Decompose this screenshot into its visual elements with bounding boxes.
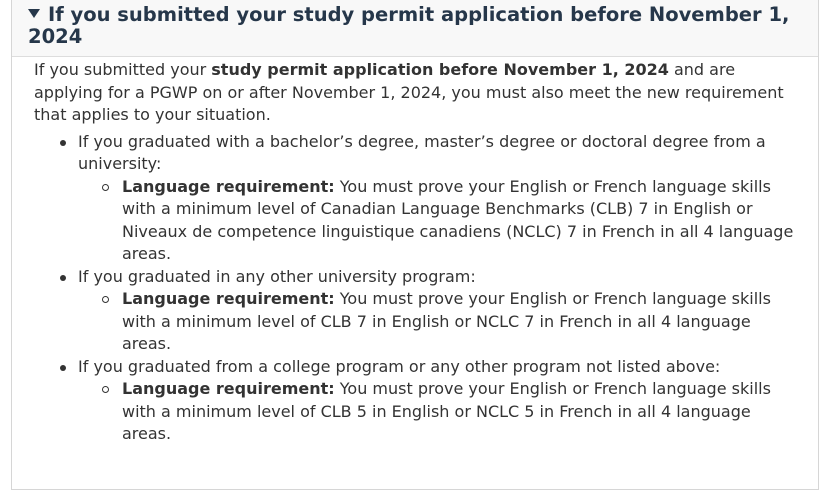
list-item: [58, 131, 800, 266]
caret-down-icon: [28, 9, 40, 18]
requirement-text: You must prove your English or French language skills with a minimum level of CLB 5 in English or NCLC 5 in French in all 4 language areas.: [122, 379, 771, 443]
bullet-icon: [60, 365, 66, 371]
list-item: [58, 356, 800, 446]
list-item: [58, 266, 800, 356]
expandable-section: [11, 0, 819, 490]
sub-list-item: [102, 288, 800, 356]
intro-paragraph: [34, 59, 800, 127]
intro-text: If you submitted your: [34, 60, 212, 79]
section-content: [12, 57, 818, 446]
requirement-label: Language requirement:: [122, 289, 335, 308]
intro-text-end: and are applying for a PGWP on or after November 1, 2024, you must also meet the new requirement that applies to your situation.: [34, 60, 784, 124]
circle-bullet-icon: [102, 386, 109, 393]
list-item-text: If you graduated with a bachelor’s degree, master’s degree or doctoral degree from a university:: [78, 131, 766, 173]
section-title: If you submitted your study permit application before November 1, 2024: [28, 3, 790, 48]
bullet-icon: [60, 275, 66, 281]
list-item-text: If you graduated from a college program or any other program not listed above:: [78, 356, 721, 376]
requirement-text: You must prove your English or French language skills with a minimum level of Canadian Language Benchmarks (CLB) 7 in English or Niveaux de competence linguistique canadiens (NCLC) 7 in French in all 4 language areas.: [122, 176, 794, 263]
sub-list: [78, 176, 800, 266]
bullet-icon: [60, 140, 66, 146]
section-toggle[interactable]: [12, 0, 818, 57]
sub-list: [78, 288, 800, 356]
circle-bullet-icon: [102, 296, 109, 303]
list-item-text: If you graduated in any other university program:: [78, 266, 476, 286]
circle-bullet-icon: [102, 184, 109, 191]
sub-list: [78, 378, 800, 446]
intro-bold-text: study permit application before November 1, 2024: [211, 60, 669, 79]
requirement-text: You must prove your English or French language skills with a minimum level of CLB 7 in English or NCLC 7 in French in all 4 language areas.: [122, 289, 771, 353]
sub-list-item: [102, 378, 800, 446]
sub-list-item: [102, 176, 800, 266]
requirement-label: Language requirement:: [122, 379, 335, 398]
requirements-list: [34, 131, 800, 446]
requirement-label: Language requirement:: [122, 176, 335, 196]
